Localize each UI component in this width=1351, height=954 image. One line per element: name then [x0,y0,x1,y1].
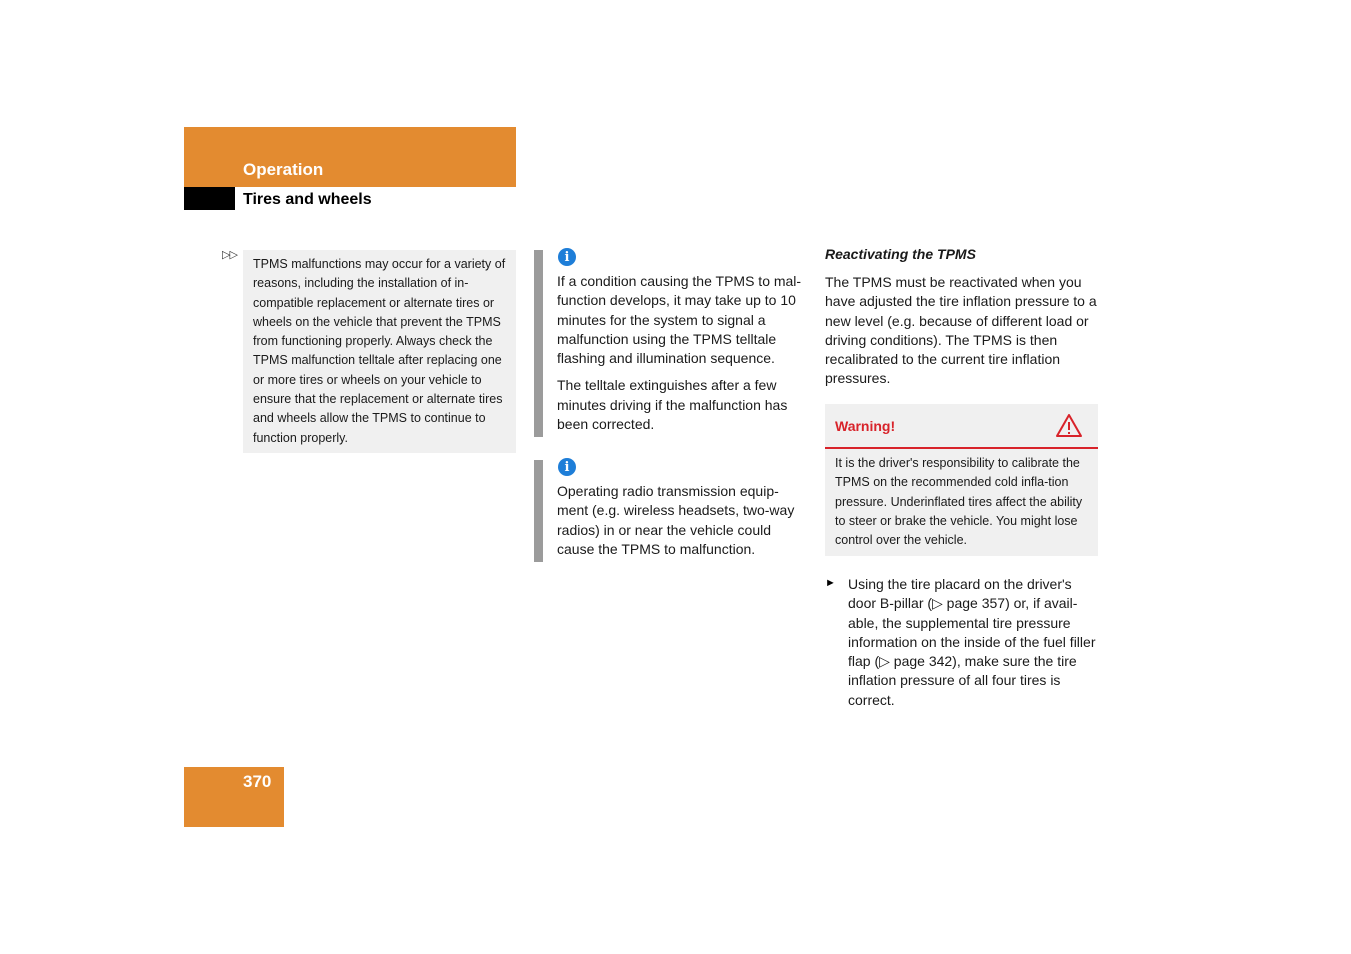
gray-note-text: TPMS malfunctions may occur for a variety of reasons, including the installation of in-compatible replacement or alternate tires or wheels on the vehicle that prevent the TPMS from functioning properly. Always check the TPMS malfunction telltale after replacing one or more tires or wheels on your vehicle to ensure that the replacement or alternate tires and wheels allow the TPMS to continue to function properly. [253,257,506,445]
warning-triangle-icon [1055,413,1083,438]
warning-divider [825,447,1098,449]
info-note-2 [557,482,809,567]
info-note-1-paragraph: The telltale extinguishes after a few minutes driving if the malfunction has been corrected. [557,377,788,433]
info-note-bar [534,250,543,437]
warning-text: It is the driver's responsibility to calibrate the TPMS on the recommended cold infla-tion pressure. Underinflated tires affect the ability to steer or brake the vehicle. You might lose control over the vehicle. [835,456,1083,548]
info-icon: i [558,458,576,476]
section-heading: Operation [243,160,324,179]
step-bullet-icon: ► [825,577,836,589]
continuation-marker: ▷▷ [222,249,237,261]
info-icon: i [558,248,576,266]
page-number: 370 [243,772,272,791]
info-note-2-paragraph: Operating radio transmission equip-ment (e.g. wireless headsets, two-way radios) in or near the vehicle could cause the TPMS to malfunction. [557,483,795,557]
subsection-marker [184,187,235,210]
section-title: Reactivating the TPMS [825,246,976,262]
info-note-bar [534,460,543,562]
section-intro: The TPMS must be reactivated when you have adjusted the tire inflation pressure to a new level (e.g. because of different load or driving conditions). The TPMS is then recalibrated to the current tire inflation pressures. [825,274,1097,387]
info-note-1-paragraph: If a condition causing the TPMS to mal-function develops, it may take up to 10 minutes for the system to signal a malfunction using the TPMS telltale flashing and illumination sequence. [557,273,802,367]
header-bar [184,127,516,187]
subsection-heading: Tires and wheels [243,191,372,208]
step-text: Using the tire placard on the driver's door B-pillar (▷ page 357) or, if avail-able, the supplemental tire pressure information on the inside of the fuel filler flap (▷ page 342), make sure the tire inflation pressure of all four tires is correct. [848,576,1096,708]
warning-label: Warning! [835,418,896,434]
info-note-1 [557,272,809,442]
